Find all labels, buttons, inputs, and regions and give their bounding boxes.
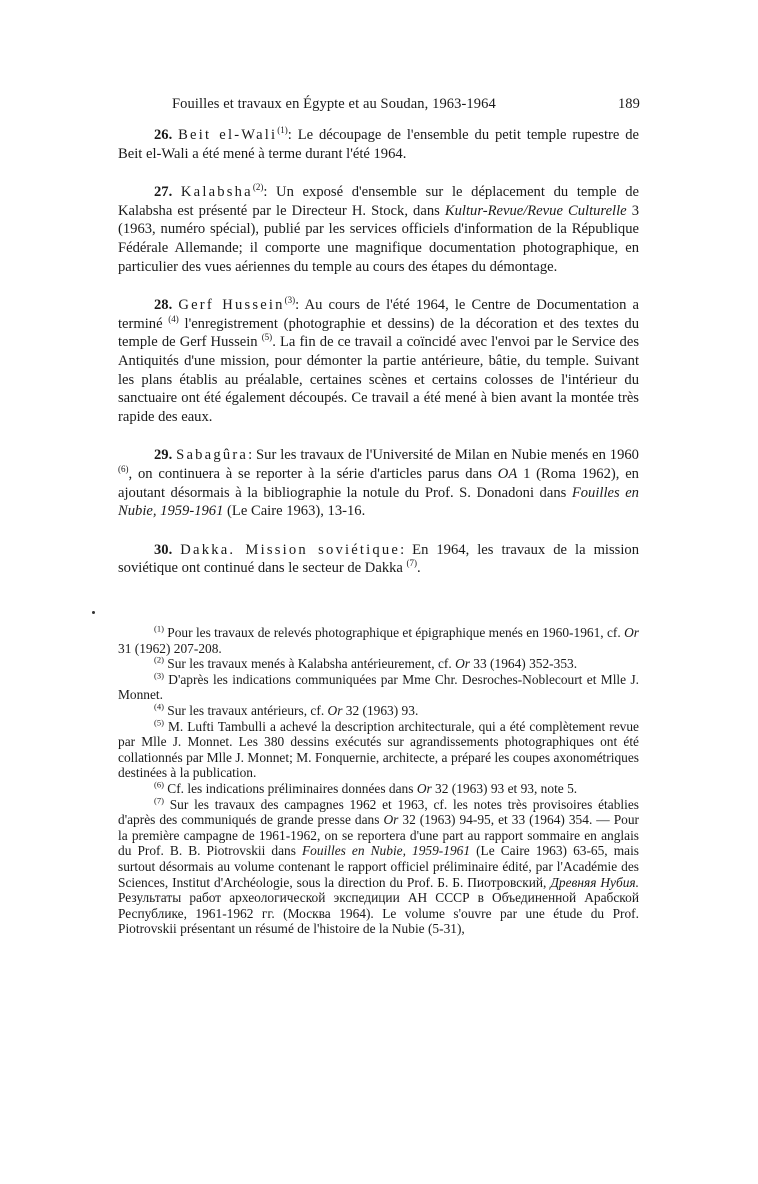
footnote-marker: (1) [154,623,164,634]
site-name: Gerf Hussein [178,297,285,314]
footnote-ref: (6) [118,464,129,475]
footnote-1 [118,625,639,656]
paragraph-text: : Le découpage de l'ensemble du petit temple rupestre de Beit el-Wali a été mené à terme durant l'été 1964. [118,127,639,162]
footnote-7 [118,797,639,937]
footnote-text: D'après les indications communiquées par Mme Chr. Desroches-Noblecourt et Mlle J. Monnet. [118,671,639,703]
site-name: Sabagûra [176,447,249,464]
footnote-6 [118,781,639,797]
journal-title: Kultur-Revue/Revue Culturelle [444,202,627,219]
footnote-text: 31 (1962) 207-208. [118,640,222,656]
footnote-marker: (7) [154,795,164,806]
footnote-marker: (6) [154,779,164,790]
book-title: Fouilles en Nubie, 1959-1961 [302,843,471,859]
paragraph-text: : Au cours de l'été 1964, le Centre de Documentation a terminé [118,297,639,332]
paragraph-text: . [417,560,421,577]
paragraph-28 [118,296,639,426]
footnotes [118,625,639,937]
paragraph-text: : Sur les travaux de l'Université de Milan en Nubie menés en 1960 [248,447,639,464]
book-title-russian: Древняя Нубия. [550,874,639,890]
book-title: Fouilles en Nubie, 1959-1961 [118,484,639,520]
paragraph-number: 30. [154,541,173,558]
footnote-text: Sur les travaux menés à Kalabsha antérieurement, cf. [163,656,456,672]
footnote-text: 32 (1963) 94-95, et 33 (1964) 354. — Pour la première campagne de 1961-1962, on se reportera d'une part au rapport sommaire en anglais du Prof. B. B. Piotrovskii dans [118,812,639,859]
footnote-text: 32 (1963) 93. [342,702,419,718]
paragraph-text: : En 1964, les travaux de la mission soviétique ont continué dans le secteur de Dakka [118,541,639,577]
main-text [118,126,639,598]
paragraph-text: : Un exposé d'ensemble sur le déplacement du temple de Kalabsha est présenté par le Directeur H. Stock, dans [118,184,639,219]
paragraph-number: 29. [154,447,173,464]
journal-abbrev: Or [624,625,639,640]
footnote-ref: (5) [261,332,273,343]
footnote-text: Pour les travaux de relevés photographique et épigraphique menés en 1960-1961, cf. [163,625,625,640]
journal-abbrev: Or [327,702,343,718]
footnote-text: M. Lufti Tambulli a achevé la description architecturale, qui a été complètement revue par Mlle J. Monnet. Les 380 dessins exécutés sur agrandissements photographiques ont été collationnés par Mlle J. Monnet; M. Fonquernie, architecte, a préparé les coupes axonométriques destinées à la publication. [118,718,639,781]
footnote-text: Cf. les indications préliminaires données dans [163,780,417,796]
footnote-marker: (4) [154,701,164,712]
footnote-marker: (2) [154,654,164,665]
footnote-2 [118,656,639,672]
paragraph-text: . La fin de ce travail a coïncidé avec l'envoi par le Service des Antiquités d'une mission, pour démonter la partie antérieure, bâtie, du temple. Suivant les plans établis au préalable, certaines scènes et certains colosses de l'intérieur du sanctuaire ont été également découpés. Ce travail a été mené à bien avant la montée très rapide des eaux. [118,334,639,425]
journal-title: OA [497,465,518,482]
footnote-text: Sur les travaux antérieurs, cf. [163,702,328,718]
paragraph-text: l'enregistrement (photographie et dessins) de la décoration et des textes du temple de Gerf Hussein [118,315,639,351]
footnote-ref: (1) [277,125,288,136]
paragraph-26 [118,126,639,163]
footnote-text: 32 (1963) 93 et 93, note 5. [431,780,578,796]
paragraph-text: (Le Caire 1963), 13-16. [223,503,366,520]
paragraph-text: 1 (Roma 1962), en ajoutant désormais à la bibliographie la notule du Prof. S. Donadoni dans [118,465,639,501]
paragraph-30 [118,541,639,578]
page-number: 189 [617,96,640,112]
footnote-ref: (3) [284,295,296,306]
footnote-4 [118,703,639,719]
paragraph-number: 26. [154,127,173,143]
paragraph-text: , on continuera à se reporter à la série d'articles parus dans [128,465,498,482]
site-name: Kalabsha [180,184,253,201]
paragraph-text: 3 (1963, numéro spécial), publié par les services officiels d'information de la République Fédérale Allemande; il comporte une magnifique documentation photographique, en particulier des vues aériennes du temple au cours des étapes du démontage. [118,202,640,275]
journal-abbrev: Or [383,812,399,828]
journal-abbrev: Or [455,656,470,672]
footnote-text: Результаты работ археологической экспедиции АН СССР в Объединенной Арабской Республике, 1961-1962 гг. (Москва 1964). Le volume s'ouvre par une étude du Prof. Piotrovskii présentant un résumé de l'histoire de la Nubie (5-31), [118,890,639,937]
footnote-3 [118,672,639,703]
header-title: Fouilles et travaux en Égypte et au Soudan, 1963-1964 [172,96,496,112]
paragraph-29 [118,446,639,520]
footnote-marker: (5) [154,717,164,728]
site-name: Beit el-Wali [178,127,278,143]
footnote-ref: (7) [406,558,418,569]
footnote-text: 33 (1964) 352-353. [469,656,578,672]
paragraph-27 [118,183,639,276]
footnote-marker: (3) [154,670,164,681]
footnote-ref: (4) [168,313,179,324]
footnote-text: (Le Caire 1963) 63-65, mais surtout désormais au volume contenant le rapport officiel préliminaire édité, par l'Académie des Sciences, Institut d'Archéologie, sous la direction du Prof. Б. Б. Пиотровский, [118,843,639,890]
footnote-text: Sur les travaux des campagnes 1962 et 1963, cf. les notes très provisoires établies d'après des communiqués de grande presse dans [118,796,639,828]
site-name: Dakka. Mission soviétique [180,541,401,558]
journal-abbrev: Or [416,780,432,796]
footnote-ref: (2) [252,182,264,193]
paragraph-number: 27. [154,184,173,201]
footnote-5 [118,719,639,781]
margin-mark [92,611,95,614]
paragraph-number: 28. [154,297,173,314]
